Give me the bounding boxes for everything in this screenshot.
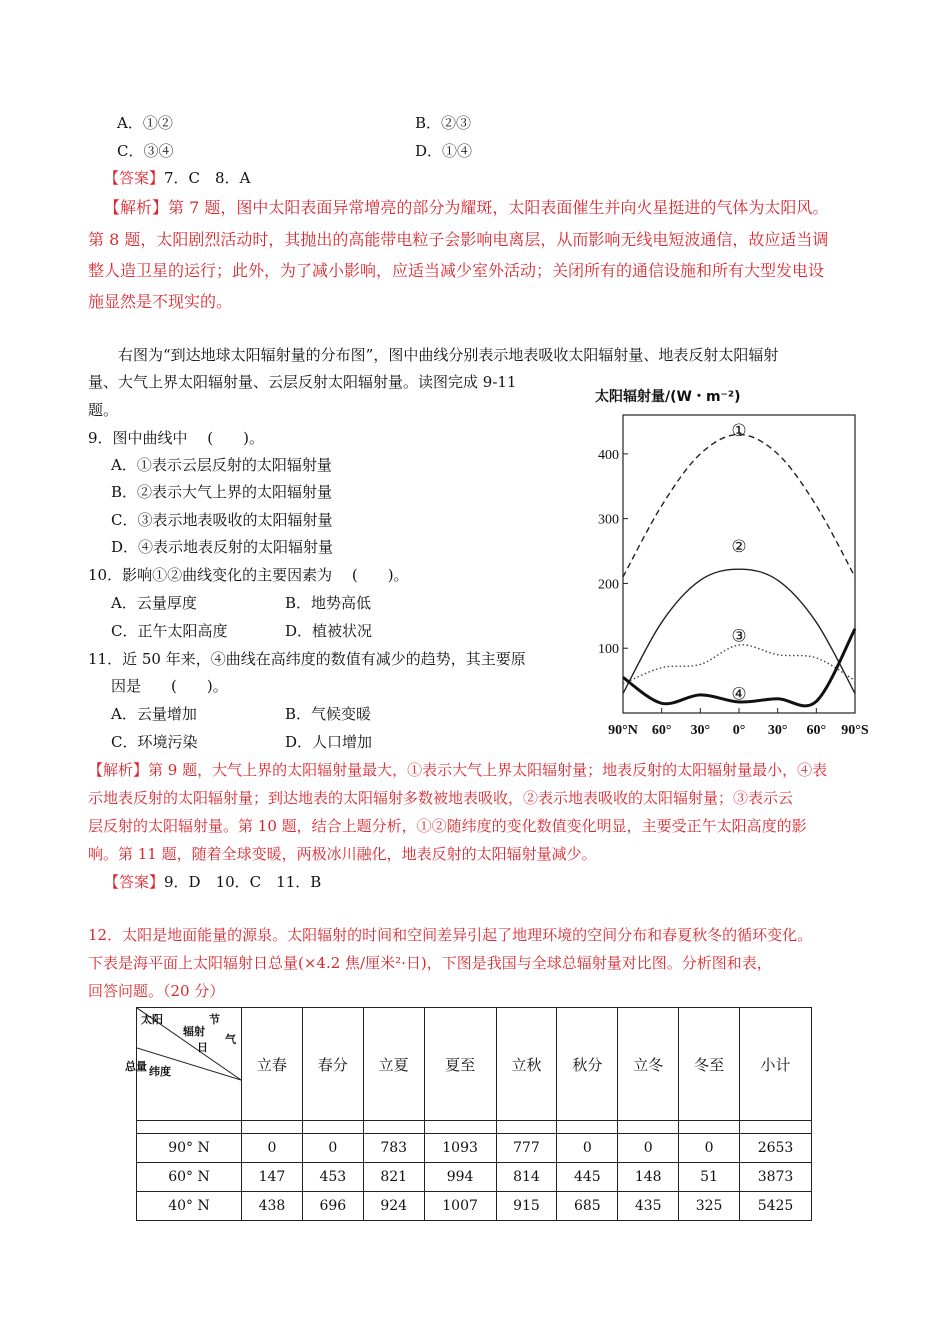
y-tick-label: 100 <box>598 642 619 658</box>
col-header: 冬至 <box>679 1008 740 1121</box>
x-tick-label: 0° <box>732 723 746 738</box>
q9-option-d: D．④表示地表反射的太阳辐射量 <box>111 538 334 556</box>
q11-option-c: C．环境污染 <box>111 733 198 751</box>
analysis-1-line-4: 施显然是不现实的。 <box>88 292 233 311</box>
table-row <box>137 1163 812 1192</box>
q12-line-2: 下表是海平面上太阳辐射日总量(×4.2 焦/厘米²·日)，下图是我国与全球总辐射量对比图。分析图和表， <box>88 954 772 972</box>
cell: 814 <box>496 1163 557 1192</box>
corner-jie: 节 <box>209 1013 220 1026</box>
cell: 51 <box>679 1163 740 1192</box>
q12-line-3: 回答问题。（20 分） <box>88 982 225 1000</box>
analysis-2-text-1: 第 9 题，大气上界的太阳辐射量最大，①表示大气上界太阳辐射量；地表反射的太阳辐射量最小，④表 <box>148 761 828 779</box>
radiation-table <box>125 1007 812 1221</box>
table-spacer-row <box>137 1121 812 1134</box>
analysis-2-line-2: 示地表反射的太阳辐射量；到达地表的太阳辐射多数被地表吸收，②表示地表吸收的太阳辐射量；③表示云 <box>88 789 794 807</box>
cell: 438 <box>242 1192 303 1221</box>
x-tick-label: 30° <box>767 723 788 738</box>
cell: 994 <box>424 1163 496 1192</box>
q9-option-a: A．①表示云层反射的太阳辐射量 <box>111 456 332 474</box>
table-header-row <box>137 1008 812 1121</box>
q12-line-1: 12．太阳是地面能量的源泉。太阳辐射的时间和空间差异引起了地理环境的空间分布和春夏秋冬的循环变化。 <box>88 926 813 944</box>
corner-qi: 气 <box>225 1033 236 1046</box>
q78-option-c: C．③④ <box>117 142 174 160</box>
cell: 1007 <box>424 1192 496 1221</box>
table-corner-cell <box>125 1008 242 1121</box>
y-tick-label: 200 <box>598 577 619 593</box>
q11-option-d: D．人口增加 <box>285 733 373 751</box>
cell: 325 <box>679 1192 740 1221</box>
x-tick-label: 60° <box>651 723 672 738</box>
answer-2-tag: 【答案】 <box>104 873 165 891</box>
x-tick-label: 60° <box>806 723 827 738</box>
plot-frame <box>623 415 855 713</box>
y-tick-label: 300 <box>598 512 619 528</box>
table-row <box>137 1134 812 1163</box>
cell: 445 <box>557 1163 618 1192</box>
cell: 0 <box>618 1134 679 1163</box>
cell: 915 <box>496 1192 557 1221</box>
cell: 147 <box>242 1163 303 1192</box>
corner-zongliang: 总量 <box>125 1060 147 1073</box>
q11-stem-2: 因是 ( )。 <box>111 677 228 695</box>
answer-line-1 <box>104 168 250 188</box>
row-lat: 60° N <box>137 1163 242 1192</box>
col-header: 小计 <box>740 1008 812 1121</box>
analysis-1-line-2: 第 8 题，太阳剧烈活动时，其抛出的高能带电粒子会影响电离层，从而影响无线电短波通信，故应适当调 <box>88 230 829 249</box>
corner-taiyang: 太阳 <box>141 1013 163 1026</box>
cell: 0 <box>679 1134 740 1163</box>
cell: 685 <box>557 1192 618 1221</box>
series-label-4: ④ <box>731 684 747 705</box>
q78-option-a: A．①② <box>117 114 173 132</box>
q10-stem: 10．影响①②曲线变化的主要因素为 ( )。 <box>88 566 409 584</box>
cell: 821 <box>363 1163 424 1192</box>
col-header: 春分 <box>302 1008 363 1121</box>
analysis-1-line-3: 整人造卫星的运行；此外，为了减小影响，应适当减少室外活动；关闭所有的通信设施和所有大型发电设 <box>88 261 825 280</box>
analysis-1-line-1 <box>104 198 828 218</box>
series-label-2: ② <box>731 537 747 558</box>
q11-option-b: B．气候变暖 <box>285 705 372 723</box>
corner-weidu: 纬度 <box>149 1065 171 1078</box>
answer-text: 7．C 8．A <box>164 169 251 187</box>
cell: 0 <box>242 1134 303 1163</box>
col-header: 夏至 <box>424 1008 496 1121</box>
series-line-3 <box>623 645 855 684</box>
analysis-2-line-4: 响。第 11 题，随着全球变暖，两极冰川融化，地表反射的太阳辐射量减少。 <box>88 845 597 863</box>
row-lat: 40° N <box>137 1192 242 1221</box>
q10-option-b: B．地势高低 <box>285 594 372 612</box>
analysis-1-text-1: 第 7 题，图中太阳表面异常增亮的部分为耀斑，太阳表面催生并向火星挺进的气体为太阳风。 <box>168 198 829 217</box>
corner-fushe: 辐射 <box>183 1025 205 1038</box>
x-tick-label: 30° <box>690 723 711 738</box>
analysis-2-line-1 <box>88 760 827 780</box>
q9-option-b: B．②表示大气上界的太阳辐射量 <box>111 483 333 501</box>
col-header: 立冬 <box>618 1008 679 1121</box>
cell: 2653 <box>740 1134 812 1163</box>
q9-option-c: C．③表示地表吸收的太阳辐射量 <box>111 511 333 529</box>
q9-stem: 9．图中曲线中 ( )。 <box>88 429 265 447</box>
col-header: 立秋 <box>496 1008 557 1121</box>
corner-ri: 日 <box>197 1041 208 1054</box>
row-lat: 90° N <box>137 1134 242 1163</box>
cell: 148 <box>618 1163 679 1192</box>
q78-option-b: B．②③ <box>415 114 472 132</box>
q10-option-c: C．正午太阳高度 <box>111 622 228 640</box>
cell: 0 <box>302 1134 363 1163</box>
y-tick-label: 400 <box>598 447 619 463</box>
analysis-tag: 【解析】 <box>104 198 169 217</box>
series-label-1: ① <box>731 420 747 441</box>
col-header: 秋分 <box>557 1008 618 1121</box>
intro-line-2: 量、大气上界太阳辐射量、云层反射太阳辐射量。读图完成 9-11 <box>88 373 517 391</box>
cell: 453 <box>302 1163 363 1192</box>
q78-option-d: D．①④ <box>415 142 473 160</box>
series-label-3: ③ <box>731 626 747 647</box>
answer-tag: 【答案】 <box>104 169 165 187</box>
q11-option-a: A．云量增加 <box>111 705 197 723</box>
cell: 0 <box>557 1134 618 1163</box>
analysis-2-line-3: 层反射的太阳辐射量。第 10 题，结合上题分析，①②随纬度的变化数值变化明显，主要受正午太阳高度的影 <box>88 817 807 835</box>
analysis-2-tag: 【解析】 <box>88 761 149 779</box>
col-header: 立春 <box>242 1008 303 1121</box>
q11-stem: 11．近 50 年来，④曲线在高纬度的数值有减少的趋势，其主要原 <box>88 650 526 668</box>
answer-2-text: 9．D 10．C 11．B <box>164 873 322 891</box>
cell: 1093 <box>424 1134 496 1163</box>
intro-line-3: 题。 <box>88 401 119 419</box>
radiation-chart <box>585 405 885 745</box>
x-tick-label: 90°S <box>841 723 869 738</box>
cell: 924 <box>363 1192 424 1221</box>
cell: 5425 <box>740 1192 812 1221</box>
q10-option-d: D．植被状况 <box>285 622 373 640</box>
cell: 783 <box>363 1134 424 1163</box>
x-tick-label: 90°N <box>608 723 638 738</box>
cell: 696 <box>302 1192 363 1221</box>
cell: 3873 <box>740 1163 812 1192</box>
intro-line-1: 右图为“到达地球太阳辐射量的分布图”，图中曲线分别表示地表吸收太阳辐射量、地表反射太阳辐射 <box>118 346 779 364</box>
chart-title: 太阳辐射量/(W・m⁻²) <box>595 389 741 405</box>
table-row <box>137 1192 812 1221</box>
cell: 777 <box>496 1134 557 1163</box>
col-header: 立夏 <box>363 1008 424 1121</box>
answer-line-2 <box>104 872 321 892</box>
q10-option-a: A．云量厚度 <box>111 594 197 612</box>
cell: 435 <box>618 1192 679 1221</box>
